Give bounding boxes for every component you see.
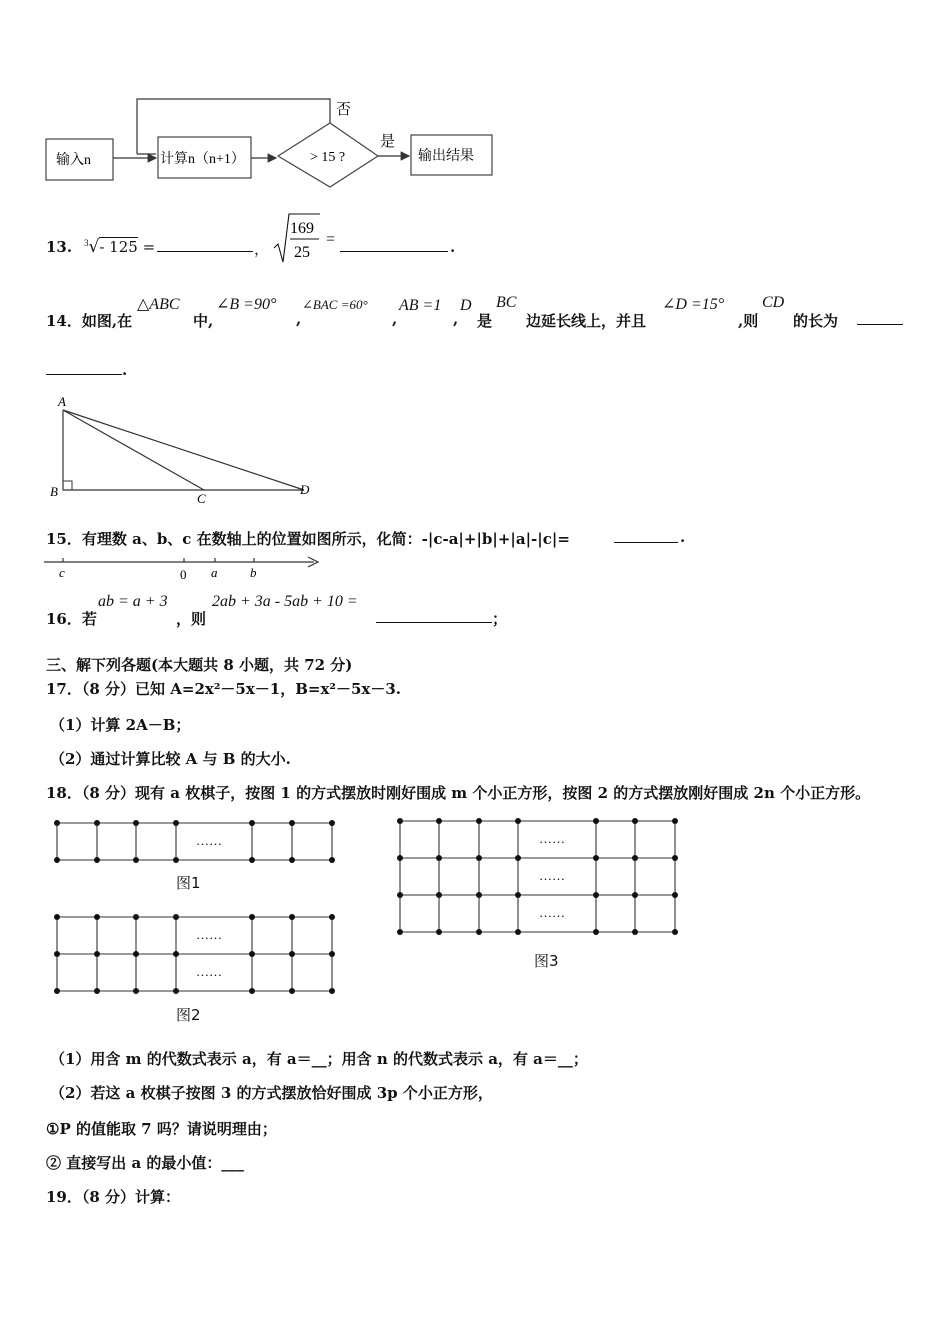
q16-condition: ab = a + 3 [98, 593, 168, 610]
vertex-a: A [58, 394, 66, 409]
number-line-label-b: b [250, 565, 257, 580]
number-line-label-0: 0 [180, 567, 187, 582]
figure-2-ellipsis-1: …… [196, 927, 222, 942]
compute-label: 计算n（n+1） [160, 152, 245, 167]
number-line-label-c: c [59, 565, 65, 580]
q14-ab: AB =1 [399, 297, 442, 314]
q13-blank-1[interactable] [157, 235, 253, 252]
q14-cd: CD [762, 294, 785, 311]
q14-comma-2: , [392, 310, 398, 328]
figure-3-label: 图3 [534, 952, 559, 970]
no-label: 否 [336, 102, 352, 118]
q14-blank-2[interactable] [46, 358, 122, 375]
figure-2-label: 图2 [176, 1006, 201, 1024]
q14-text-4: ,则 [738, 312, 759, 330]
q14-d: D [460, 297, 472, 314]
q14-angle-bac: ∠BAC =60° [302, 297, 368, 312]
q13-number: 13. [46, 238, 73, 256]
q14-triangle-abc: △ABC [137, 296, 180, 313]
q16-blank[interactable] [376, 606, 492, 623]
q13-separator: ， [254, 240, 270, 258]
radical-sign-icon: √ [88, 237, 100, 257]
q18-part-2: （2）若这 a 枚棋子按图 3 的方式摆放恰好围成 3p 个小正方形， [50, 1084, 493, 1102]
number-line [44, 552, 324, 584]
q14-angle-b: ∠B =90° [216, 296, 277, 313]
q14-angle-d: ∠D =15° [662, 296, 725, 313]
q14-text-5: 的长为 [793, 312, 839, 330]
vertex-b: B [50, 484, 58, 499]
yes-label: 是 [380, 134, 396, 150]
input-label: 输入n [56, 153, 91, 168]
number-line-label-a: a [211, 565, 218, 580]
section-heading: 三、解下列各题(本大题共 8 小题，共 72 分) [46, 656, 353, 674]
fraction-numerator: 169 [290, 220, 314, 237]
q14-comma-3: , [453, 310, 459, 328]
q13-equals-2: = [326, 231, 336, 248]
q18-part-1: （1）用含 m 的代数式表示 a，有 a＝__；用含 n 的代数式表示 a，有 a＝__； [50, 1050, 588, 1068]
q14-text-1: 中, [193, 312, 214, 330]
q18-head: 18．（8 分）现有 a 枚棋子，按图 1 的方式摆放时刚好围成 m 个小正方形，按图 2 的方式摆放刚好围成 2n 个小正方形。 [46, 784, 871, 802]
q18-part-2b: ② 直接写出 a 的最小值：___ [46, 1154, 244, 1172]
q14-end: . [122, 361, 128, 379]
cube-root-index: 3 [84, 238, 89, 248]
q16-expression: 2ab + 3a - 5ab + 10 = [212, 593, 358, 610]
figure-2-grid [50, 912, 340, 998]
q17-part-2: （2）通过计算比较 A 与 B 的大小. [50, 750, 291, 768]
q13-cube-root [84, 237, 155, 257]
figure-1-label: 图1 [176, 874, 201, 892]
q16-number: 16．若 [46, 610, 97, 628]
figure-3-grid [392, 815, 687, 939]
figure-3-ellipsis-2: …… [539, 868, 565, 883]
output-label: 输出结果 [418, 149, 474, 164]
q14-text-3: 边延长线上，并且 [526, 312, 647, 330]
flowchart [40, 92, 510, 202]
vertex-c: C [197, 491, 206, 506]
q13-sqrt-fraction [272, 212, 342, 266]
q13-blank-2[interactable] [340, 235, 448, 252]
q19-head: 19．（8 分）计算： [46, 1188, 181, 1206]
fraction-denominator: 25 [294, 244, 310, 261]
vertex-d: D [300, 482, 310, 497]
cube-root-value: - 125 [99, 238, 138, 256]
q17-part-1: （1）计算 2A－B； [50, 716, 191, 734]
q18-part-2a: ①P 的值能取 7 吗？请说明理由； [46, 1120, 277, 1138]
figure-2-ellipsis-2: …… [196, 964, 222, 979]
q16-end: ； [492, 610, 508, 628]
figure-1-ellipsis: …… [196, 833, 222, 848]
q13-equals-1: = [142, 238, 156, 256]
q14-blank-1[interactable] [857, 308, 903, 325]
condition-label: > 15 ? [310, 150, 346, 165]
q14-comma-1: , [296, 310, 302, 328]
triangle-figure [46, 390, 326, 508]
q15-end: . [680, 528, 686, 546]
figure-1-grid [50, 818, 340, 868]
figure-3-ellipsis-3: …… [539, 905, 565, 920]
q17-head: 17．（8 分）已知 A=2x²－5x－1，B=x²－5x－3. [46, 680, 402, 698]
q14-bc: BC [496, 294, 517, 311]
figure-3-ellipsis-1: …… [539, 831, 565, 846]
q13-end: . [450, 238, 456, 256]
q14-text-2: 是 [477, 312, 493, 330]
q16-text: ，则 [176, 610, 207, 628]
q14-number: 14．如图,在 [46, 312, 133, 330]
q15-blank[interactable] [614, 526, 678, 543]
q15-text: 15．有理数 a、b、c 在数轴上的位置如图所示，化简：-|c-a|+|b|+|a|-|c|= [46, 530, 570, 548]
